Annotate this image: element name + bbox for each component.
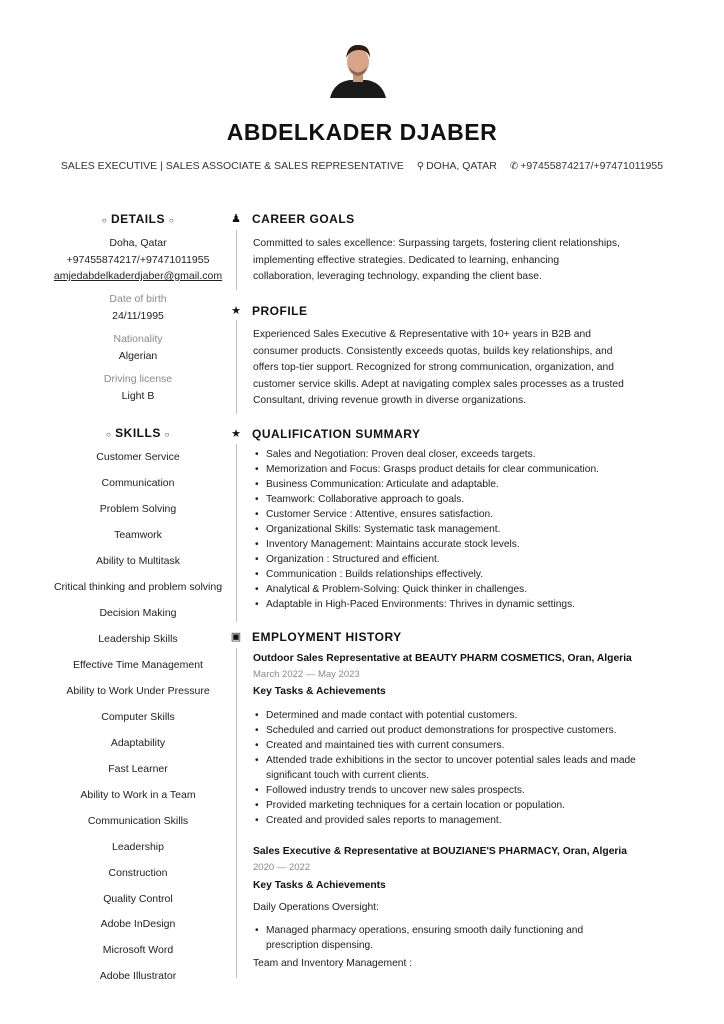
details-email[interactable]: amjedabdelkaderdjaber@gmail.com	[53, 270, 223, 282]
list-item: • Scheduled and carried out product demonstrations for prospective customers.	[253, 723, 663, 738]
diamond-icon: ○	[105, 430, 112, 439]
skill-item: Communication Skills	[87, 815, 189, 827]
skill-item: Computer Skills	[101, 711, 175, 723]
list-item: • Adaptable in High-Paced Environments: Thrives in dynamic settings.	[253, 597, 663, 612]
skill-item: Adobe Illustrator	[99, 970, 177, 982]
skill-item: Construction	[108, 867, 168, 879]
diamond-icon: ○	[164, 430, 171, 439]
header-phone: +97455874217/+97471011955	[520, 160, 664, 172]
license-value: Light B	[121, 390, 155, 402]
job-title: Sales Executive & Representative at BOUZIANE'S PHARMACY, Oran, Algeria	[253, 846, 628, 857]
list-item: • Communication : Builds relationships effectively.	[253, 567, 663, 582]
skill-item: Ability to Multitask	[95, 555, 181, 567]
list-item: • Customer Service : Attentive, ensures satisfaction.	[253, 507, 663, 522]
skill-item: Customer Service	[96, 451, 180, 463]
phone-icon: ✆	[509, 161, 519, 172]
skill-item: Teamwork	[114, 529, 162, 541]
header-subline	[0, 160, 724, 172]
license-label: Driving license	[103, 373, 173, 385]
header-location: DOHA, QATAR	[426, 160, 497, 172]
list-item: • Teamwork: Collaborative approach to goals.	[253, 492, 663, 507]
skill-item: Adobe InDesign	[100, 918, 176, 930]
skill-item: Ability to Work Under Pressure	[66, 685, 210, 697]
qualification-heading: QUALIFICATION SUMMARY	[252, 427, 421, 441]
career-goals-line: implementing effective strategies. Dedicated to learning, enhancing	[253, 254, 560, 266]
profile-photo	[328, 40, 388, 98]
list-item: • Followed industry trends to uncover new sales prospects.	[253, 783, 663, 798]
skill-item: Quality Control	[103, 893, 173, 905]
list-item: • Organization : Structured and efficient.	[253, 552, 663, 567]
section-divider	[236, 230, 237, 290]
skill-item: Ability to Work in a Team	[80, 789, 196, 801]
list-item: • Managed pharmacy operations, ensuring smooth daily functioning and prescription dispensing.	[253, 923, 623, 953]
details-phone: +97455874217/+97471011955	[66, 254, 210, 266]
nationality-value: Algerian	[118, 350, 158, 362]
key-tasks-label: Key Tasks & Achievements	[253, 880, 386, 891]
skill-item: Adaptability	[110, 737, 166, 749]
person-icon: ♟	[231, 213, 241, 225]
skill-item: Decision Making	[99, 607, 177, 619]
list-item: • Determined and made contact with potential customers.	[253, 708, 663, 723]
star-icon: ★	[231, 428, 241, 440]
career-goals-text	[253, 236, 653, 286]
skill-item: Problem Solving	[99, 503, 177, 515]
skill-item: Microsoft Word	[102, 944, 174, 956]
skill-item: Leadership	[112, 841, 164, 853]
subsection-label: Team and Inventory Management :	[253, 958, 413, 969]
list-item: • Sales and Negotiation: Proven deal closer, exceeds targets.	[253, 447, 663, 462]
skill-item: Leadership Skills	[98, 633, 178, 645]
list-item: • Analytical & Problem-Solving: Quick thinker in challenges.	[253, 582, 663, 597]
skill-item: Communication	[101, 477, 175, 489]
nationality-label: Nationality	[113, 333, 163, 345]
section-divider	[236, 444, 237, 622]
diamond-icon: ○	[168, 216, 175, 225]
job-title: Outdoor Sales Representative at BEAUTY PHARM COSMETICS, Oran, Algeria	[253, 653, 632, 664]
profile-line: consumer products. Consistently exceeds quotas, builds key relationships, and	[253, 345, 613, 357]
skills-heading: ○ SKILLS ○	[105, 426, 171, 440]
candidate-name: ABDELKADER DJABER	[226, 119, 498, 145]
location-pin-icon: ⚲	[416, 161, 425, 172]
job2-task-list	[253, 923, 623, 953]
list-item: • Inventory Management: Maintains accurate stock levels.	[253, 537, 663, 552]
subsection-label: Daily Operations Oversight:	[253, 902, 379, 913]
profile-line: Consultant, driving revenue growth in diverse organizations.	[253, 395, 527, 406]
list-item: • Organizational Skills: Systematic task management.	[253, 522, 663, 537]
list-item: • Attended trade exhibitions in the sector to uncover potential sales leads and made significant touch with current clients.	[253, 753, 646, 783]
dob-value: 24/11/1995	[112, 310, 164, 322]
list-item: • Memorization and Focus: Grasps product details for clear communication.	[253, 462, 663, 477]
key-tasks-label: Key Tasks & Achievements	[253, 686, 386, 697]
employment-heading: EMPLOYMENT HISTORY	[252, 630, 402, 644]
details-heading: ○ DETAILS ○	[101, 212, 175, 226]
job1-task-list	[253, 708, 663, 828]
skill-item: Critical thinking and problem solving	[53, 581, 223, 593]
profile-line: offers top-tier support. Recognized for strong communication, organization, and	[253, 362, 614, 373]
job-dates: 2020 — 2022	[253, 862, 311, 873]
career-goals-line: collaboration, leveraging technology, expanding the client base.	[253, 271, 542, 282]
details-city: Doha, Qatar	[109, 237, 167, 249]
list-item: • Provided marketing techniques for a certain location or population.	[253, 798, 663, 813]
section-divider	[236, 648, 237, 978]
job-dates: March 2022 — May 2023	[253, 669, 360, 680]
star-icon: ★	[231, 305, 241, 317]
list-item: • Created and maintained ties with current consumers.	[253, 738, 663, 753]
career-goals-line: Committed to sales excellence: Surpassing targets, fostering client relationships,	[253, 238, 620, 249]
list-item: • Business Communication: Articulate and adaptable.	[253, 477, 663, 492]
profile-text	[253, 327, 653, 410]
profile-heading: PROFILE	[252, 304, 308, 318]
career-goals-heading: CAREER GOALS	[252, 212, 355, 226]
dob-label: Date of birth	[109, 293, 167, 305]
diamond-icon: ○	[101, 216, 108, 225]
section-divider	[236, 320, 237, 414]
profile-line: customer service skills. Adept at navigating complex sales processes as a trusted	[253, 378, 624, 390]
skill-item: Effective Time Management	[73, 659, 203, 671]
list-item: • Created and provided sales reports to management.	[253, 813, 663, 828]
qualification-list	[253, 447, 663, 612]
skill-item: Fast Learner	[108, 763, 168, 775]
briefcase-icon: ▣	[230, 631, 242, 643]
job-title: SALES EXECUTIVE | SALES ASSOCIATE & SALES REPRESENTATIVE	[60, 160, 404, 172]
profile-line: Experienced Sales Executive & Representative with 10+ years in B2B and	[253, 329, 591, 340]
